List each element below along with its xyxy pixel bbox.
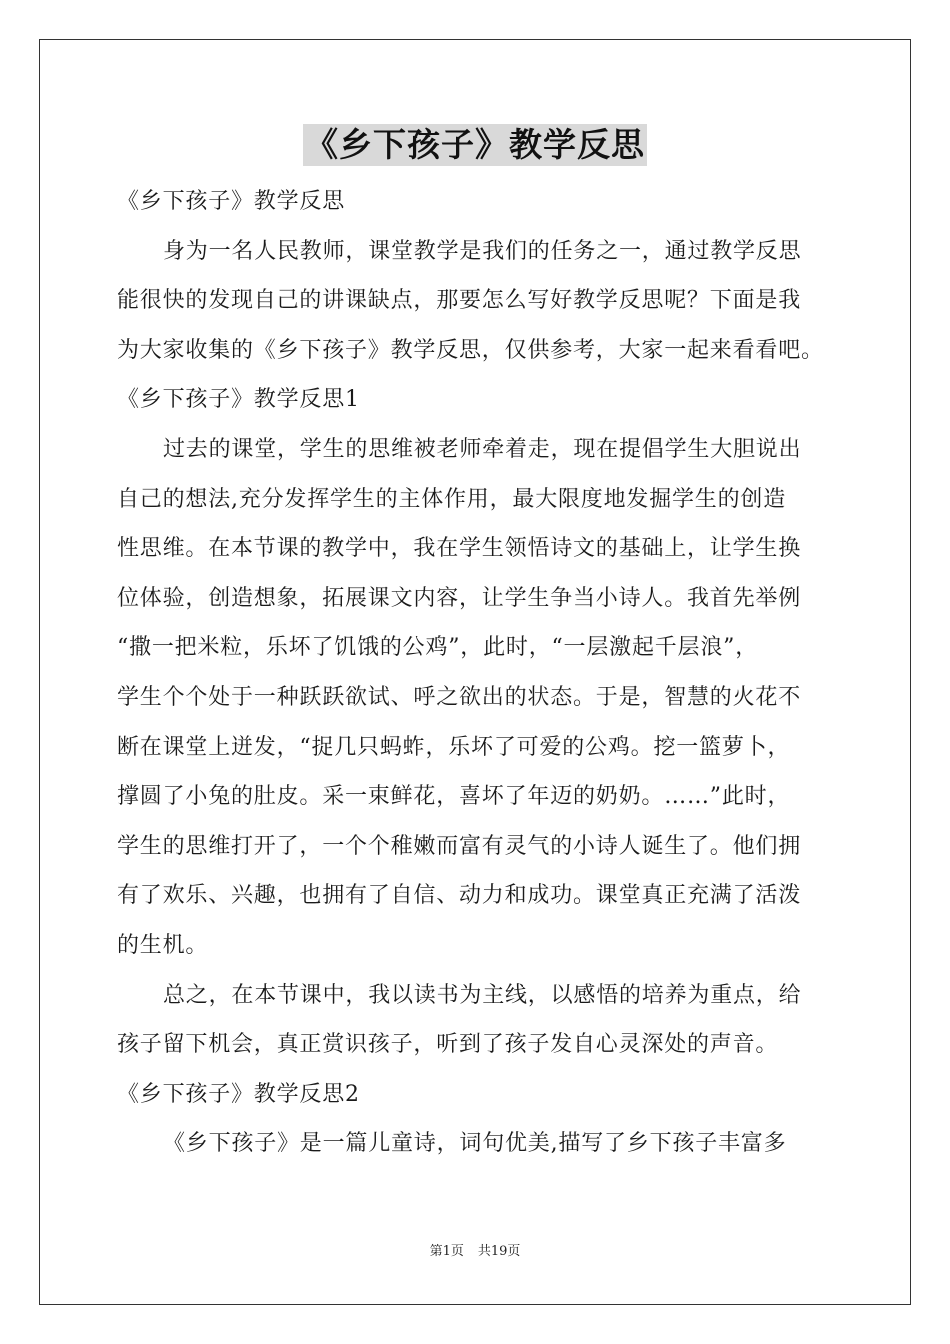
text-line: 《乡下孩子》教学反思2 <box>117 1081 360 1107</box>
page-footer <box>0 1240 950 1259</box>
text-line: 撑圆了小兔的肚皮。采一束鲜花，喜坏了年迈的奶奶。……”此时， <box>117 784 791 810</box>
text-line: 《乡下孩子》是一篇儿童诗，词句优美,描写了乡下孩子丰富多 <box>163 1131 787 1157</box>
text-line: 能很快的发现自己的讲课缺点，那要怎么写好教学反思呢？下面是我 <box>117 288 802 314</box>
text-line: 断在课堂上迸发，“捉几只蚂蚱，乐坏了可爱的公鸡。挖一篮萝卜， <box>117 734 791 760</box>
text-line: 过去的课堂，学生的思维被老师牵着走，现在提倡学生大胆说出 <box>163 436 802 462</box>
text-line: 总之，在本节课中，我以读书为主线，以感悟的培养为重点，给 <box>163 982 802 1008</box>
text-line: 学生个个处于一种跃跃欲试、呼之欲出的状态。于是，智慧的火花不 <box>117 684 802 710</box>
text-line: 位体验，创造想象，拓展课文内容，让学生争当小诗人。我首先举例 <box>117 585 802 611</box>
document-body <box>117 177 837 1169</box>
title-wrap <box>0 124 950 166</box>
page-number: 第1页 <box>429 1244 464 1259</box>
text-line: 的生机。 <box>117 932 209 958</box>
document-title: 《乡下孩子》教学反思 <box>305 125 645 164</box>
text-line: 学生的思维打开了，一个个稚嫩而富有灵气的小诗人诞生了。他们拥 <box>117 833 802 859</box>
text-line: 自己的想法,充分发挥学生的主体作用，最大限度地发掘学生的创造 <box>117 486 786 512</box>
text-line: 《乡下孩子》教学反思 <box>117 189 346 214</box>
text-line: 性思维。在本节课的教学中，我在学生领悟诗文的基础上，让学生换 <box>117 536 802 562</box>
text-line: 身为一名人民教师，课堂教学是我们的任务之一，通过教学反思 <box>163 238 802 264</box>
text-line: 孩子留下机会，真正赏识孩子，听到了孩子发自心灵深处的声音。 <box>117 1032 779 1058</box>
text-line: “撒一把米粒，乐坏了饥饿的公鸡”，此时，“一层激起千层浪”， <box>117 635 758 661</box>
text-line: 有了欢乐、兴趣，也拥有了自信、动力和成功。课堂真正充满了活泼 <box>117 883 802 909</box>
page-total: 共19页 <box>477 1244 521 1259</box>
text-line: 为大家收集的《乡下孩子》教学反思，仅供参考，大家一起来看看吧。 <box>117 337 824 363</box>
text-line: 《乡下孩子》教学反思1 <box>117 387 360 413</box>
